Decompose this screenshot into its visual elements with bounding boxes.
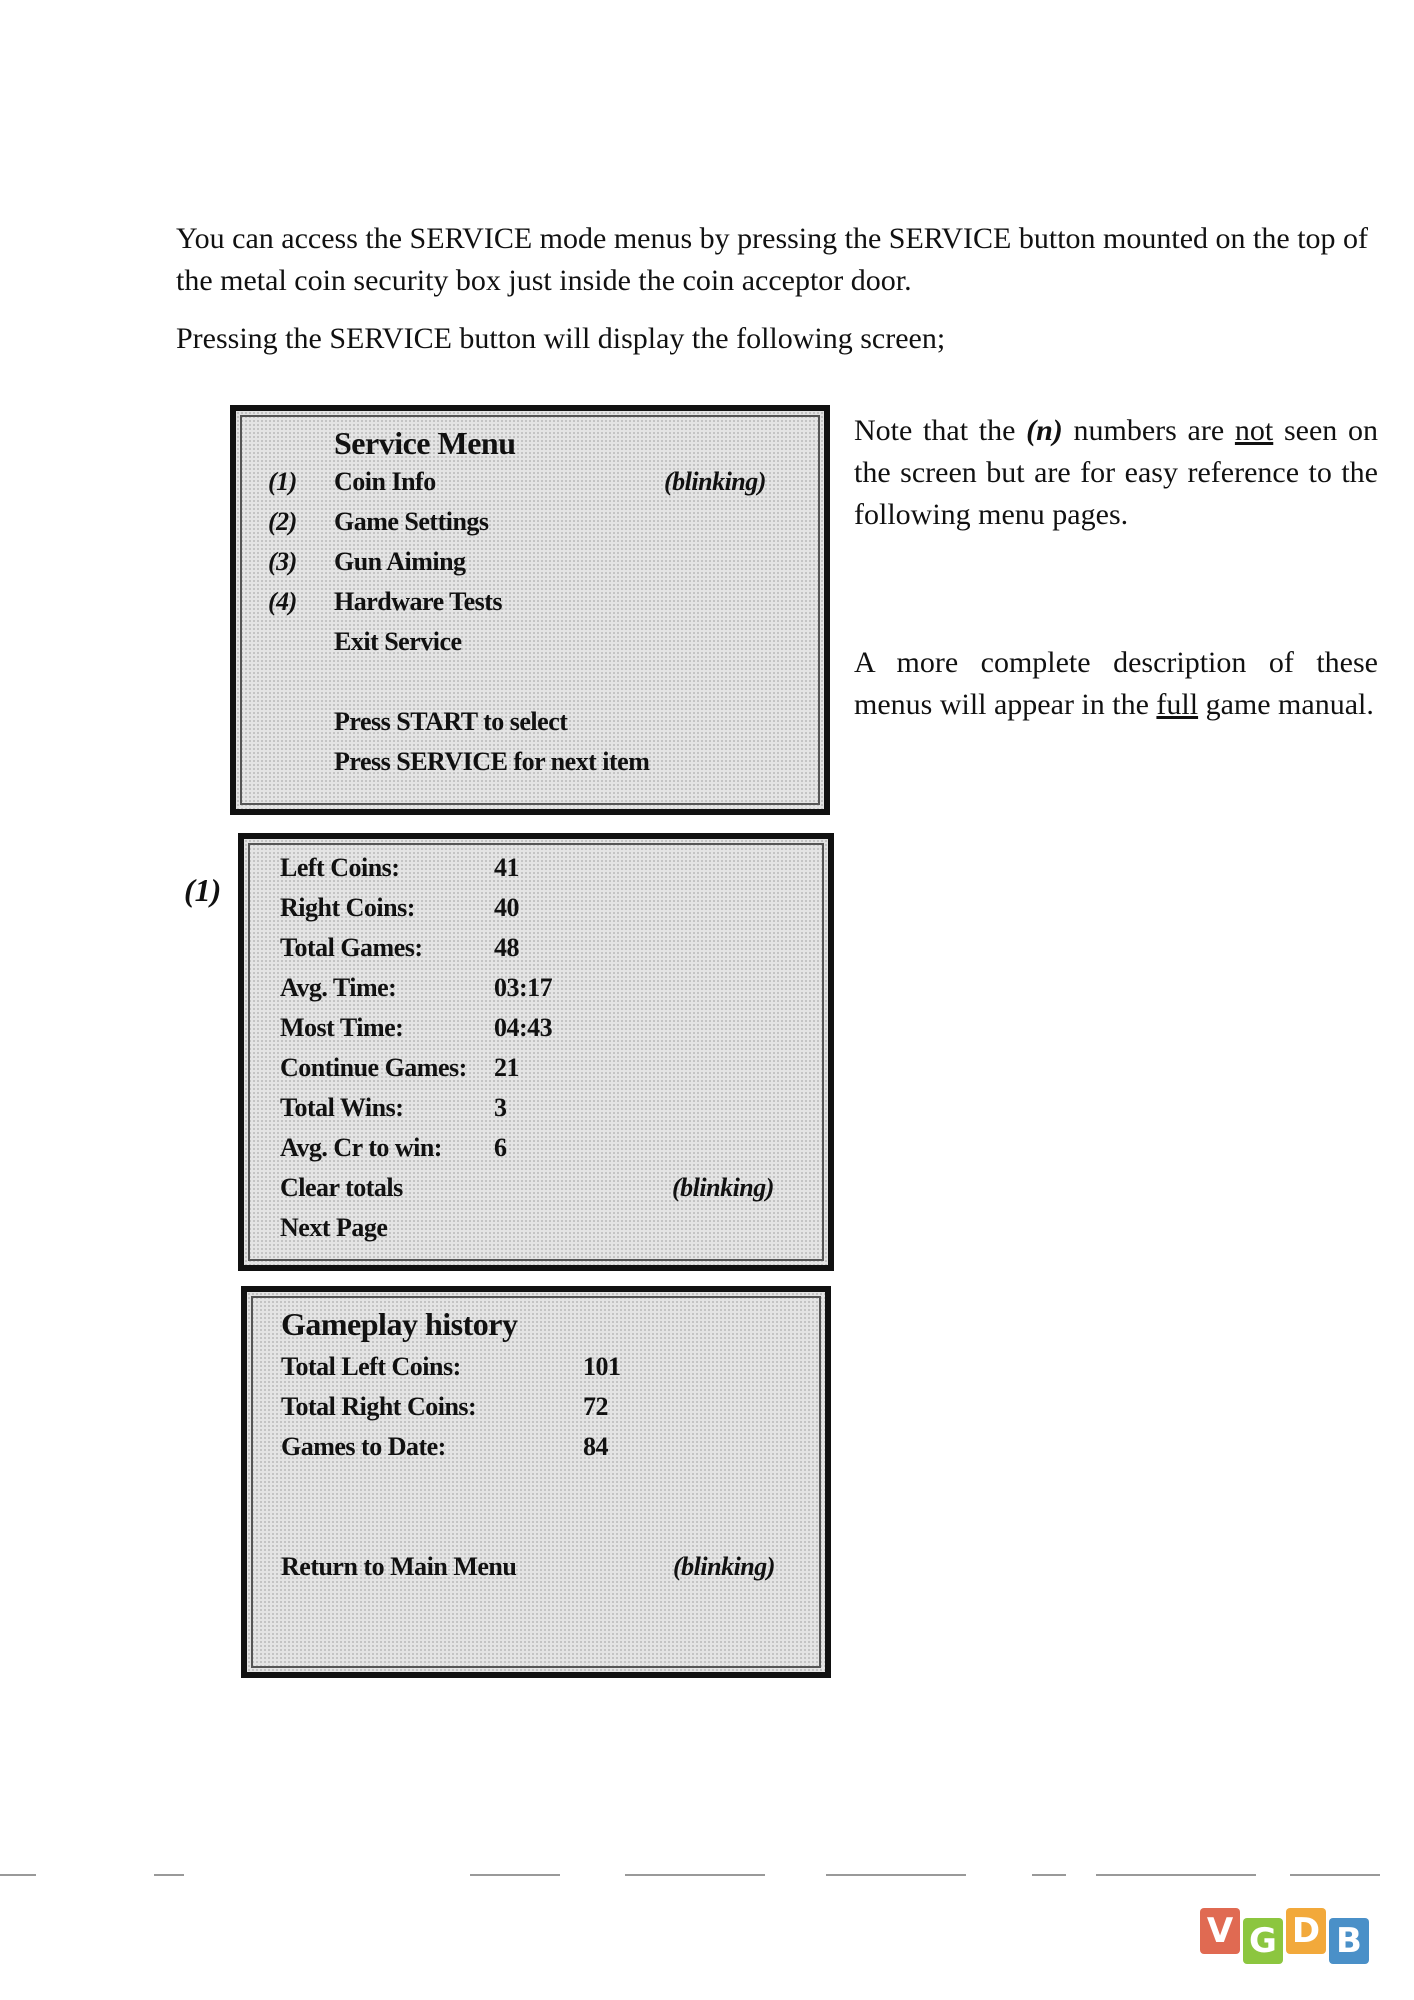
gameplay-history-title: Gameplay history (281, 1306, 518, 1342)
scan-line (1290, 1874, 1380, 1876)
menu-item-coin-info: Coin Info (334, 467, 436, 496)
history-row-value: 72 (583, 1392, 608, 1421)
history-row-value: 84 (583, 1432, 608, 1461)
menu-item-hardware-tests: Hardware Tests (334, 587, 503, 616)
scan-line (826, 1874, 966, 1876)
scan-line (470, 1874, 560, 1876)
coin-info-marker: (1) (184, 872, 222, 908)
vgdb-logo (1200, 1908, 1369, 1964)
menu-item-number: (4) (268, 587, 297, 616)
blinking-note: (blinking) (673, 1552, 775, 1581)
scan-line (1032, 1874, 1066, 1876)
menu-item-number: (1) (268, 467, 297, 496)
coin-row-label: Avg. Cr to win: (280, 1133, 442, 1162)
service-menu-title: Service Menu (334, 425, 516, 461)
return-main-menu-item: Return to Main Menu (281, 1552, 517, 1581)
scan-line (1096, 1874, 1256, 1876)
scan-line (625, 1874, 765, 1876)
intro-paragraph-1: You can access the SERVICE mode menus by pressing the SERVICE button mounted on the top of the metal coin security box just inside the coin acceptor door. (176, 222, 1369, 297)
scan-line (154, 1874, 184, 1876)
logo-letter: G (1243, 1918, 1283, 1964)
coin-row-label: Total Games: (280, 933, 423, 962)
note-emphasis: not (1234, 414, 1274, 447)
coin-row-value: 03:17 (494, 973, 553, 1002)
note-text: A more complete description of these menus will appear in the (854, 646, 1378, 721)
coin-info-screen (238, 833, 834, 1271)
history-row-label: Games to Date: (281, 1432, 446, 1461)
menu-item-exit-service: Exit Service (334, 627, 462, 656)
scan-line (0, 1874, 36, 1876)
logo-letter: V (1200, 1908, 1240, 1954)
gameplay-history-screen (241, 1286, 831, 1678)
coin-row-label: Total Wins: (280, 1093, 404, 1122)
note-emphasis: full (1156, 688, 1199, 721)
menu-item-gun-aiming: Gun Aiming (334, 547, 466, 576)
intro-paragraph-2: Pressing the SERVICE button will display the following screen; (176, 322, 946, 355)
note-text: numbers are (1062, 414, 1235, 447)
coin-row-label: Right Coins: (280, 893, 415, 922)
coin-row-value: 48 (494, 933, 519, 962)
note-paragraph-2 (854, 642, 1378, 726)
coin-row-label: Most Time: (280, 1013, 404, 1042)
next-page-item: Next Page (280, 1213, 388, 1242)
history-row-value: 101 (583, 1352, 621, 1381)
logo-letter: D (1286, 1908, 1326, 1954)
coin-row-label: Continue Games: (280, 1053, 467, 1082)
logo-letter: B (1329, 1918, 1369, 1964)
note-symbol: (n) (1026, 414, 1063, 447)
coin-row-value: 04:43 (494, 1013, 553, 1042)
menu-item-game-settings: Game Settings (334, 507, 489, 536)
blinking-note: (blinking) (672, 1173, 774, 1202)
menu-item-number: (2) (268, 507, 297, 536)
note-paragraph-1 (854, 410, 1378, 536)
coin-row-label: Left Coins: (280, 853, 400, 882)
history-row-label: Total Left Coins: (281, 1352, 461, 1381)
service-menu-screen (230, 405, 830, 815)
history-row-label: Total Right Coins: (281, 1392, 477, 1421)
note-text: seen on the screen but are for easy reference to the following menu pages. (854, 414, 1379, 531)
menu-item-number: (3) (268, 547, 297, 576)
note-text: Note that the (854, 414, 1027, 447)
clear-totals-item: Clear totals (280, 1173, 403, 1202)
blinking-note: (blinking) (664, 467, 766, 496)
coin-row-value: 3 (494, 1093, 507, 1122)
note-text: game manual. (1198, 688, 1374, 721)
coin-row-value: 40 (494, 893, 519, 922)
coin-row-label: Avg. Time: (280, 973, 397, 1002)
coin-row-value: 41 (494, 853, 519, 882)
coin-row-value: 6 (494, 1133, 507, 1162)
menu-hint-service: Press SERVICE for next item (334, 747, 650, 776)
coin-row-value: 21 (494, 1053, 519, 1082)
menu-hint-start: Press START to select (334, 707, 568, 736)
